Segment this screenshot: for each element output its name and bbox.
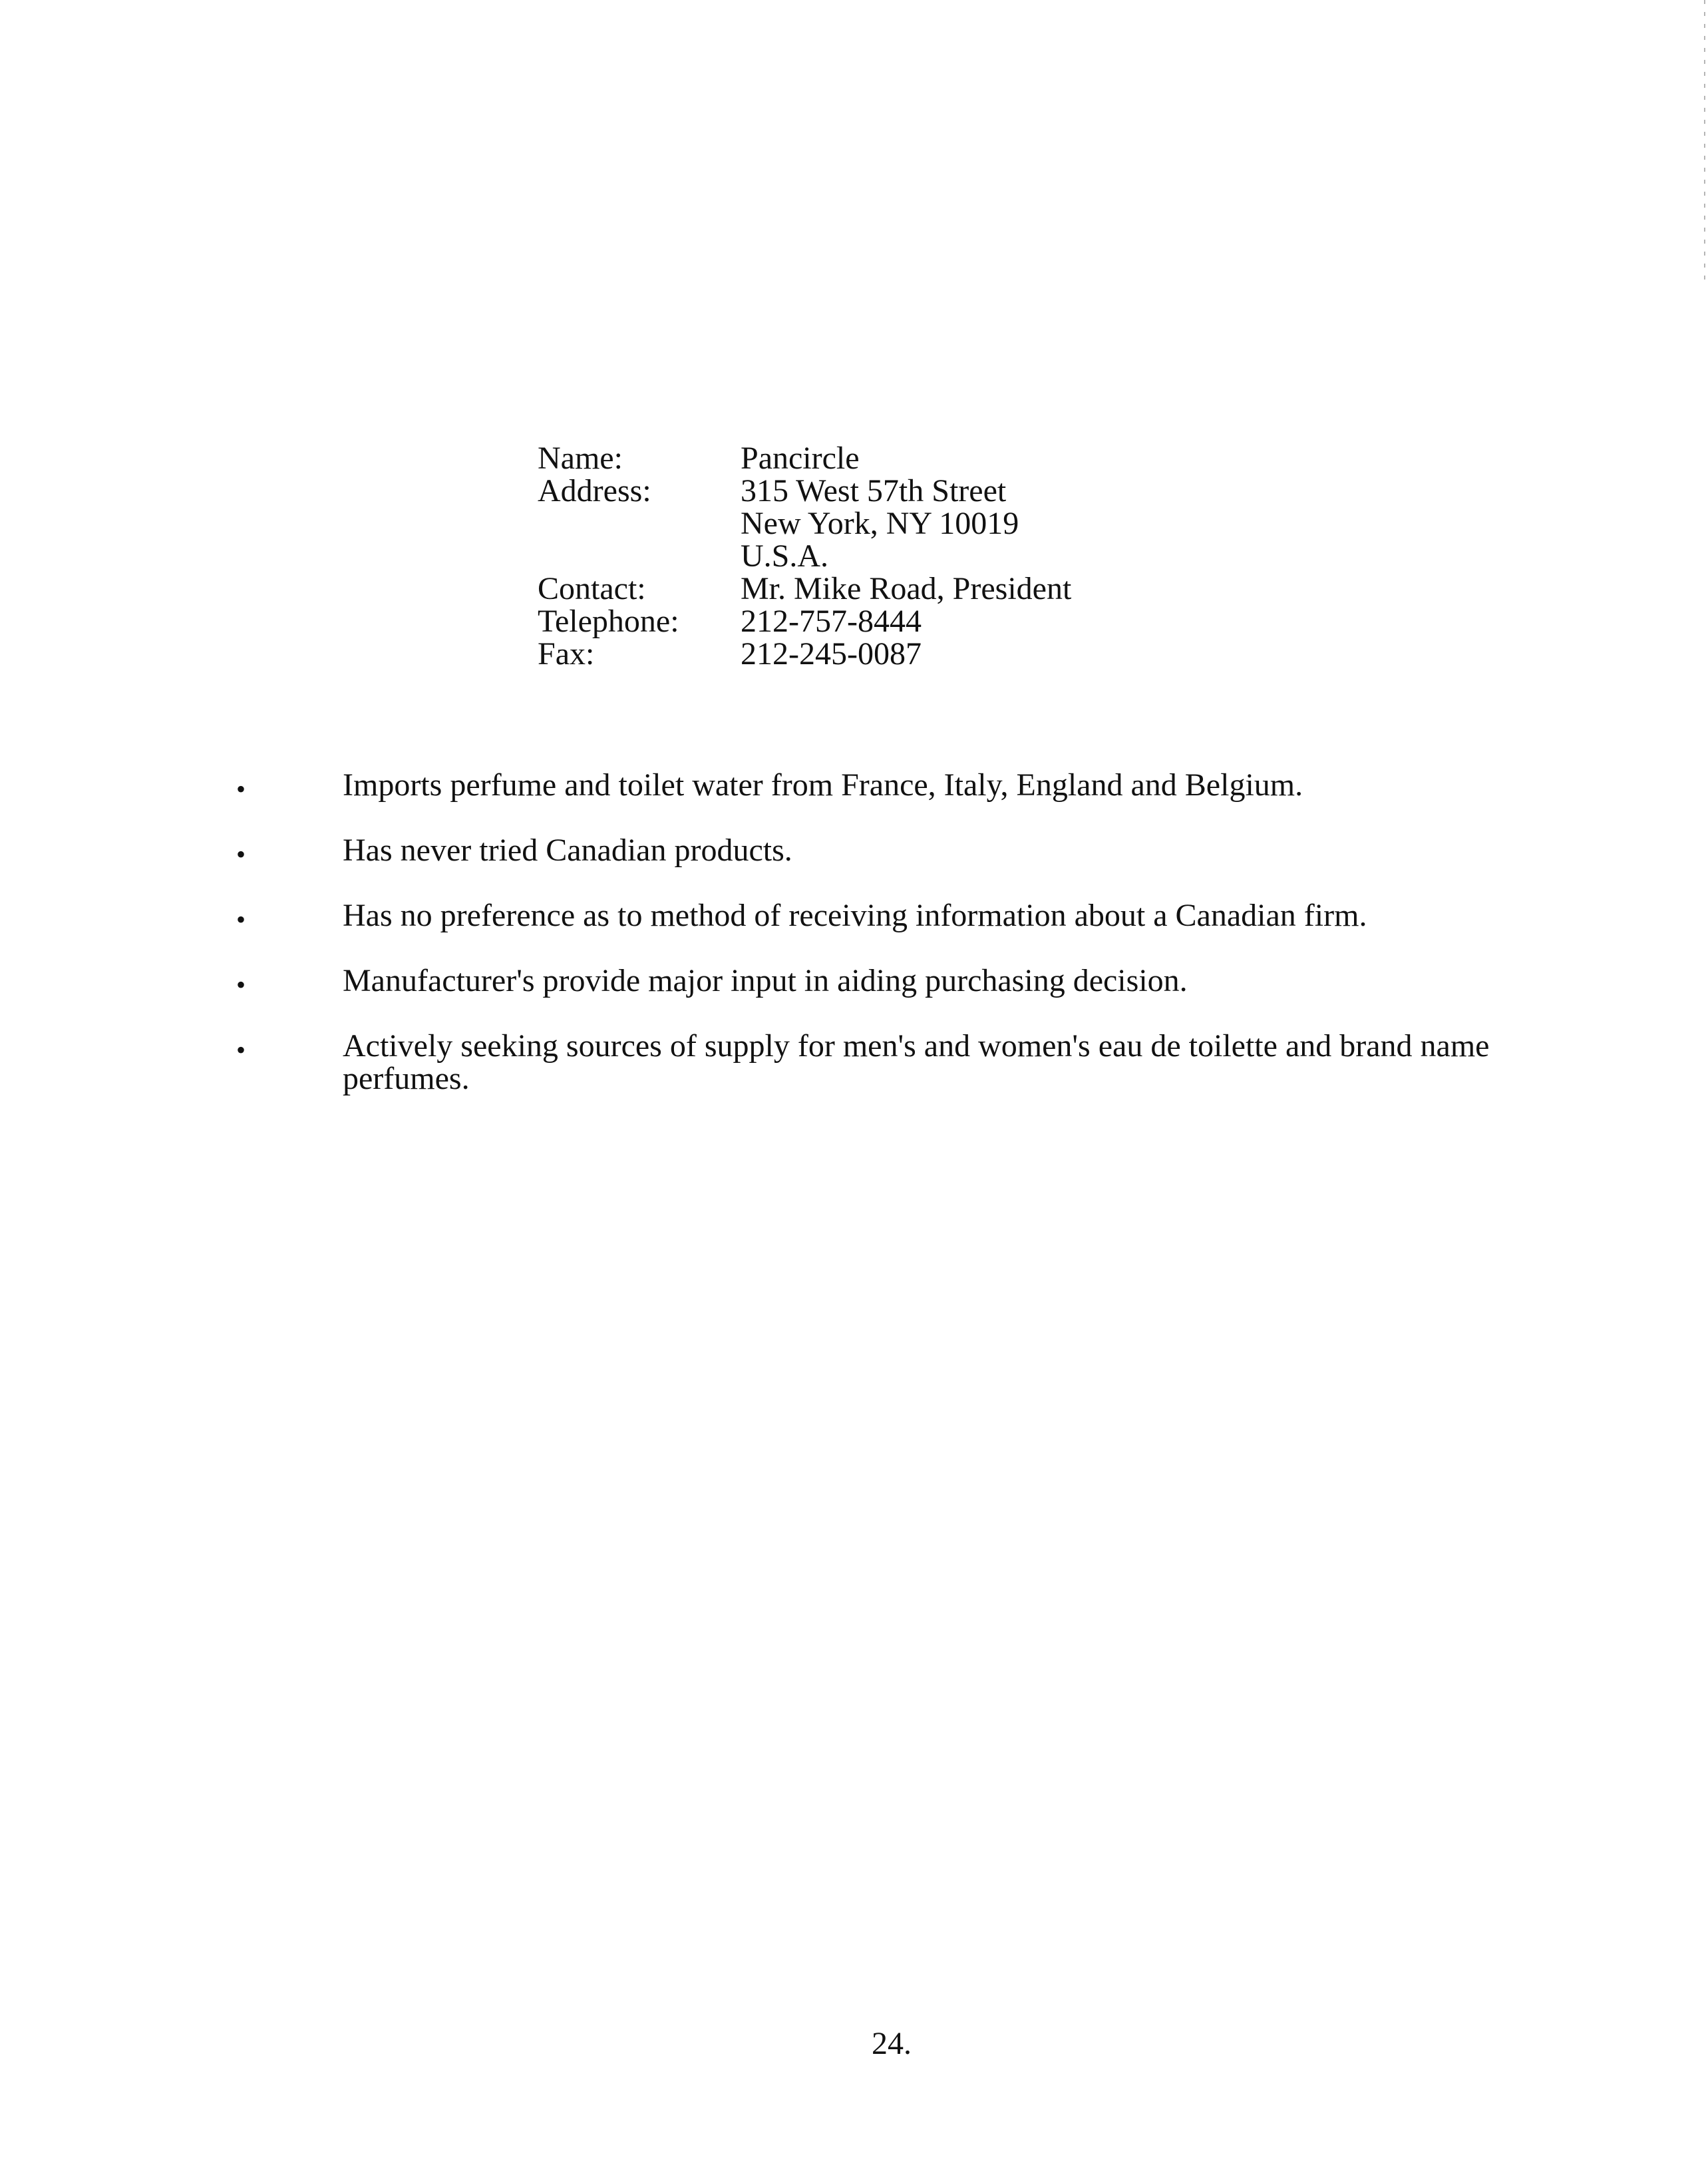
list-item (236, 834, 1560, 867)
list-item (236, 1030, 1560, 1095)
bullet-icon: • (236, 1035, 246, 1065)
fax-label: Fax: (538, 636, 595, 672)
name-label: Name: (538, 441, 623, 476)
scan-edge-mark (1704, 0, 1705, 280)
bullet-text: Imports perfume and toilet water from France, Italy, England and Belgium. (343, 767, 1303, 803)
bullet-icon: • (236, 839, 246, 869)
address-line-country: U.S.A. (741, 538, 829, 574)
contact-info-block (538, 442, 1203, 670)
telephone-row (538, 605, 1203, 638)
bullet-text: Manufacturer's provide major input in aiding purchasing decision. (343, 963, 1188, 998)
address-line-city: New York, NY 10019 (741, 506, 1019, 541)
telephone-label: Telephone: (538, 604, 679, 639)
bullet-icon: • (236, 970, 246, 1000)
bullet-text: Actively seeking sources of supply for men's and women's eau de toilette and brand name perfumes. (343, 1028, 1490, 1096)
list-item (236, 767, 1560, 804)
address-label: Address: (538, 473, 651, 508)
fax-value: 212-245-0087 (741, 636, 922, 672)
fax-row (538, 638, 1203, 670)
bullet-list (236, 769, 1560, 1127)
telephone-value: 212-757-8444 (741, 604, 922, 639)
list-item (236, 899, 1560, 932)
name-row (538, 442, 1203, 475)
contact-label: Contact: (538, 571, 646, 606)
bullet-text: Has no preference as to method of receiving information about a Canadian firm. (343, 898, 1367, 933)
bullet-icon: • (236, 904, 246, 934)
bullet-icon: • (236, 774, 246, 804)
address-row (538, 475, 1203, 572)
contact-row (538, 572, 1203, 605)
page-number: 24. (872, 2026, 912, 2061)
bullet-text: Has never tried Canadian products. (343, 833, 792, 868)
list-item (236, 963, 1560, 1000)
name-value: Pancircle (741, 441, 860, 476)
contact-value: Mr. Mike Road, President (741, 571, 1072, 606)
address-line-street: 315 West 57th Street (741, 473, 1007, 508)
address-value (741, 475, 1203, 572)
